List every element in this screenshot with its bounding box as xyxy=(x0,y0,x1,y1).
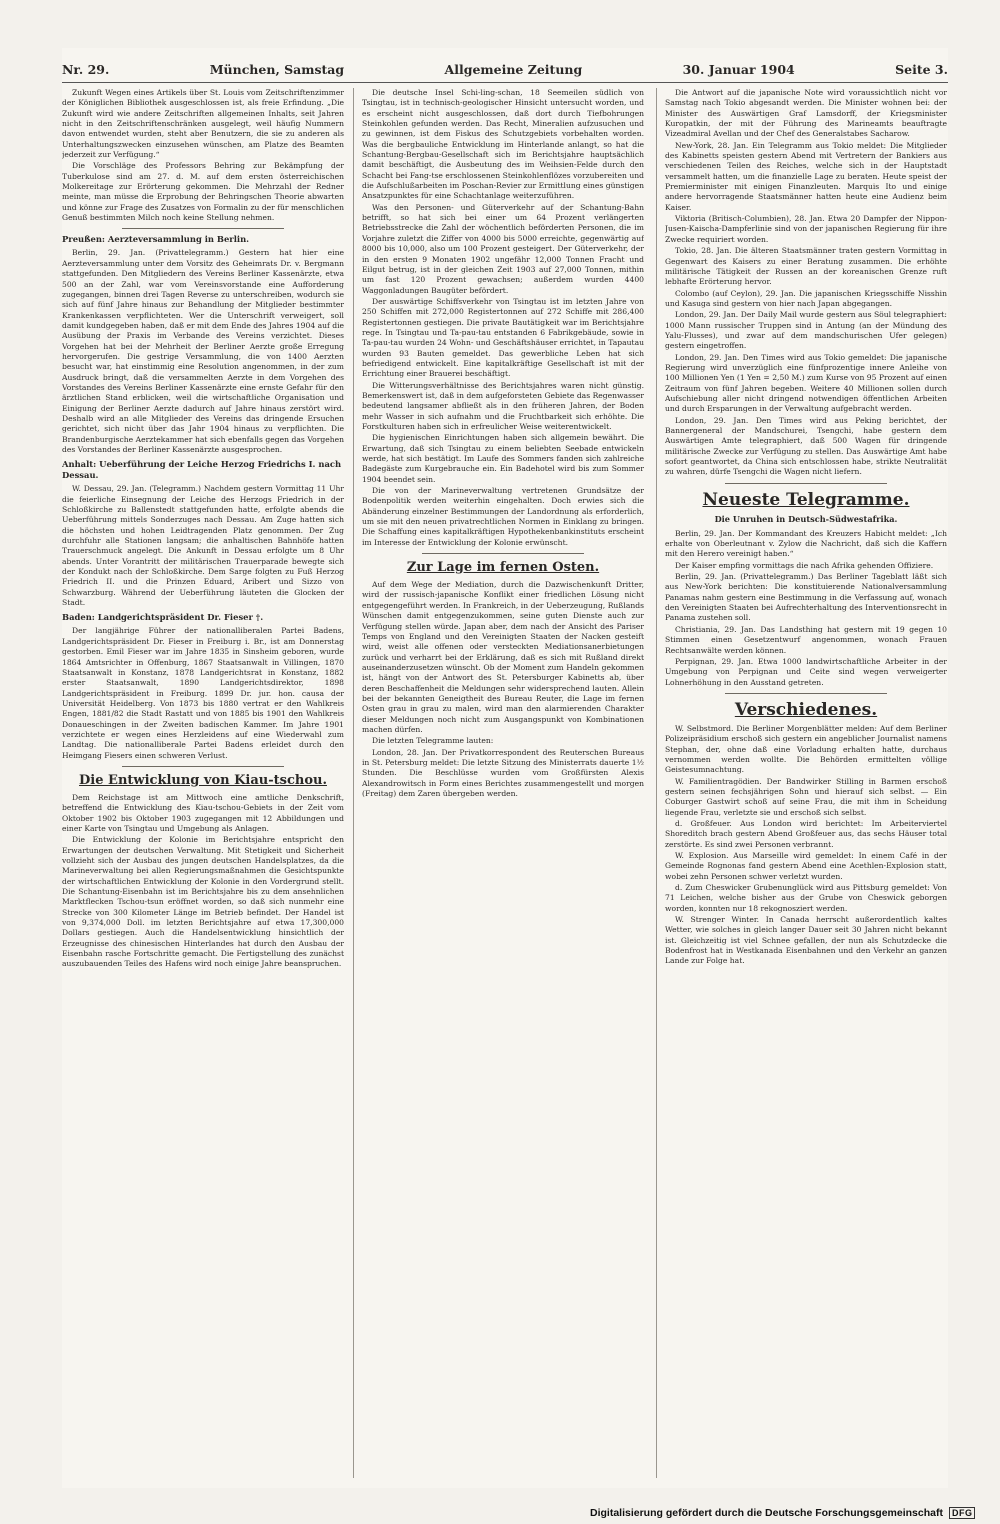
article-paragraph: Die von der Marineverwaltung vertretenen Grundsätze der Bodenpolitik werden weiterhin eingehalten. Doch erwies sich die Abänderung einzelner Bestimmungen der Landordnung als erforderlich, um sie mit den neuen privatrechtlichen Normen in Einklang zu bringen. Die Schaffung eines kapitalkräftigen Hypothekenbankinstituts erscheint im Interesse der Entwicklung der Kolonie erwünscht. xyxy=(362,486,644,547)
divider-rule xyxy=(725,693,887,694)
article-paragraph: d. Zum Cheswicker Grubenunglück wird aus Pittsburg gemeldet: Von 71 Leichen, welche bisher aus der Grube von Cheswick geborgen worden, konnten nur 18 rekognosziert werden. xyxy=(665,883,947,913)
article-paragraph: W. Dessau, 29. Jan. (Telegramm.) Nachdem gestern Vormittag 11 Uhr die feierliche Einsegnung der Leiche des Herzogs Friedrich in der Schloßkirche zu Ballenstedt stattgefunden hatte, erfolgte abends die Ueberführung mittels Sonderzuges nach Dessau. Am Zuge hatten sich die höchsten und hohen Leidtragenden Platz genommen. Der Zug durchfuhr alle Stationen langsam; die anhaltischen Bahnhöfe hatten Trauerschmuck angelegt. Die Ankunft in Dessau erfolgte um 8 Uhr abends. Unter Vorantritt der militärischen Trauerparade bewegte sich der Kondukt nach der Schloßkirche. Dem Sarge folgten zu Fuß Herzog Friedrich II. und die Prinzen Eduard, Aribert und Sizzo von Schwarzburg. Während der Ueberführung läuteten die Glocken der Stadt. xyxy=(62,484,344,608)
article-paragraph: Die letzten Telegramme lauten: xyxy=(372,736,494,746)
place-day: München, Samstag xyxy=(209,61,345,77)
column-divider xyxy=(353,88,354,1478)
article-paragraph: London, 28. Jan. Der Privatkorrespondent des Reuterschen Bureaus in St. Petersburg meldet: Die letzte Sitzung des Ministerrats dauerte 1½ Stunden. Die Beschlüsse wurden vom Großfürsten Alexis Alexandrowitsch in Form eines Berichtes zusammengestellt und morgen (Freitag) dem Zaren übergeben werden. xyxy=(362,747,644,798)
column-left xyxy=(62,88,344,1478)
column-middle xyxy=(362,88,644,1478)
article-headline: Zur Lage im fernen Osten. xyxy=(406,560,600,576)
article-paragraph: Der auswärtige Schiffsverkehr von Tsingtau ist im letzten Jahre von 250 Schiffen mit 272,000 Registertonnen auf 272 Schiffe mit 286,400 Registertonnen gestiegen. Die private Bautätigkeit war im Berichtsjahre rege. In Tsingtau und Ta-pau-tau entstanden 6 Fabrikgebäude, sowie in Ta-pau-tau wurden 24 Wohn- und Geschäftshäuser errichtet, in Tapautau wurden 93 Bauten gemeldet. Das gewerbliche Leben hat sich befriedigend entwickelt. Eine kapitalkräftige Gesellschaft ist mit der Errichtung einer Brauerei beschäftigt. xyxy=(362,296,644,379)
article-paragraph: New-York, 28. Jan. Ein Telegramm aus Tokio meldet: Die Mitglieder des Kabinetts speisten gestern Abend mit Vertretern der Bankiers aus verschiedenen Teilen des Reiches, welche sich in der Hauptstadt versammelt hatten, um die finanzielle Lage zu beraten. Heute speist der Premierminister mit einigen Finanzleuten. Marquis Ito und einige andere hervorragende Staatsmänner hatten heute eine Audienz beim Kaiser. xyxy=(665,140,947,212)
section-heading: Anhalt: Ueberführung der Leiche Herzog Friedrichs I. nach Dessau. xyxy=(62,459,342,481)
digitization-credit xyxy=(590,1506,990,1520)
article-paragraph: Berlin, 29. Jan. (Privattelegramm.) Das Berliner Tageblatt läßt sich aus New-York berichten: Die konstituierende Nationalversammlung Panamas nahm gestern eine Bestimmung in die Verfassung auf, wonach den Vereinigten Staaten bei Aufrechterhaltung des Interventionsrecht in Panama zustehen soll. xyxy=(665,572,947,623)
divider-rule xyxy=(725,483,887,484)
article-paragraph: Was den Personen- und Güterverkehr auf der Schantung-Bahn betrifft, so hat sich bei einer um 64 Prozent verlängerten Betriebsstrecke die Zahl der wöchentlich beförderten Personen, die im Vorjahre zuletzt die Ziffer von 4000 bis 5000 erreichte, gegenwärtig auf 8000 bis 10,000, also um 100 Prozent gesteigert. Der Güterverkehr, der in den ersten 9 Monaten 1902 ungefähr 12,000 Tonnen Fracht und Eilgut betrug, ist in der gleichen Zeit 1903 auf 27,000 Tonnen, mithin um fast 120 Prozent gewachsen; außerdem wurden 4400 Waggonladungen Baugüter befördert. xyxy=(362,202,644,295)
section-heading: Baden: Landgerichtspräsident Dr. Fieser †. xyxy=(62,612,264,623)
article-paragraph: W. Strenger Winter. In Canada herrscht außerordentlich kaltes Wetter, wie solches in gleich langer Dauer seit 30 Jahren nicht bekannt ist. Gleichzeitig ist viel Schnee gefallen, der nun als Schutzdecke die Bodenfrost hat in Westkanada Eisenbahnen und den Verkehr an ganzen Lande zur Folge hat. xyxy=(665,915,947,966)
article-paragraph: London, 29. Jan. Der Daily Mail wurde gestern aus Söul telegraphiert: 1000 Mann russischer Truppen sind in Antung (an der Mündung des Yalu-Flusses), und zwar auf dem mandschurischen Ufer gelegen) gestern eingetroffen. xyxy=(665,310,947,351)
paper-title: Allgemeine Zeitung xyxy=(444,61,583,77)
article-headline: Verschiedenes. xyxy=(734,699,878,720)
column-right xyxy=(665,88,947,1478)
article-paragraph: Die Vorschläge des Professors Behring zur Bekämpfung der Tuberkulose sind am 27. d. M. auf dem ersten österreichischen Molkereitage zur Erörterung gekommen. Die Mehrzahl der Redner meinte, man müsse die Erprobung der Behringschen Theorie abwarten und könne zur Frage des Zusatzes von Formalin zu der für menschlichen Genuß bestimmten Milch noch keine Stellung nehmen. xyxy=(62,161,344,223)
credit-text: Digitalisierung gefördert durch die Deutsche Forschungsgemeinschaft xyxy=(590,1507,943,1519)
article-headline: Neueste Telegramme. xyxy=(702,489,910,510)
article-paragraph: London, 29. Jan. Den Times wird aus Tokio gemeldet: Die japanische Regierung wird unverzüglich eine fünfprozentige innere Anleihe von 100 Millionen Yen (1 Yen = 2,50 M.) zum Kurse von 95 Prozent auf einen Zeitraum von fünf Jahren begeben. Weitere 40 Millionen sollen durch Aufschiebung aller nicht dringend notwendigen öffentlichen Arbeiten und durch Ersparungen in der Verwaltung aufgebracht werden. xyxy=(665,352,947,414)
article-paragraph: Zukunft Wegen eines Artikels über St. Louis vom Zeitschriftenzimmer der Königlichen Bibliothek ausgeschlossen ist, als freie Erfindung. „Die Zukunft wird wie andere Zeitschriften allgemeinen Inhalts, seit Jahren nicht in den Zeitschriftenschränken ausgelegt, weil häufig Nummern davon entwendet wurden, steht aber Benutzern, die sie zu anderen als Unterhaltungszwecken einzusehen wünschen, am Platze des Beamten jederzeit zur Verfügung.“ xyxy=(62,88,344,160)
article-paragraph: Viktoria (Britisch-Columbien), 28. Jan. Etwa 20 Dampfer der Nippon-Jusen-Kaischa-Dampferlinie sind von der japanischen Regierung für ihre Zwecke requiriert worden. xyxy=(665,214,947,244)
article-paragraph: Berlin, 29. Jan. Der Kommandant des Kreuzers Habicht meldet: „Ich erhalte von Oberleutnant v. Zylow die Nachricht, daß sich die Kaffern mit den Herero vereinigt haben.“ xyxy=(665,528,947,559)
issue-date: 30. Januar 1904 xyxy=(682,61,795,77)
article-paragraph: Christiania, 29. Jan. Das Landsthing hat gestern mit 19 gegen 10 Stimmen einen Gesetzentwurf angenommen, wonach Frauen Rechtsanwälte werden können. xyxy=(665,624,947,655)
article-paragraph: Auf dem Wege der Mediation, durch die Dazwischenkunft Dritter, wird der russisch-japanische Konflikt einer friedlichen Lösung nicht entgegengeführt werden. In Frankreich, in der Ueberzeugung, Rußlands Wünschen damit entgegenzukommen, seine guten Dienste auch zur Verfügung stellen würde. Japan aber, dem nach der Ansicht des Pariser Temps von England und den Vereinigten Staaten der Nacken gesteift wird, weist alle offenen oder versteckten Mediationsanerbietungen zurück und verharrt bei der Erklärung, daß es sich mit Rußland direkt auseinanderzusetzen wünscht. Ob der Moment zum Handeln gekommen ist, hängt von der Antwort des St. Petersburger Kabinetts ab, über deren Beschaffenheit die Meldungen sehr widersprechend lauten. Allein bei der bekannten Geneigtheit des Bureau Reuter, die Lage im fernen Osten grau in grau zu malen, wird man den alarmierenden Charakter dieser Meldungen noch nicht zum Ausgangspunkt von Kombinationen machen dürfen. xyxy=(362,580,644,734)
dfg-logo-icon: DFG xyxy=(949,1507,976,1519)
article-paragraph: Die Entwicklung der Kolonie im Berichtsjahre entspricht den Erwartungen der deutschen Verwaltung. Mit Stetigkeit und Sicherheit vollzieht sich der Ausbau des jungen deutschen Handelsplatzes, da die Marineverwaltung bei allen Regierungsmaßnahmen die Gesichtspunkte der wirtschaftlichen Entwicklung der Kolonie in den Vordergrund stellt. Die Schantung-Eisenbahn ist im Berichtsjahre bis zu dem ansehnlichen Marktflecken Tschou-tsun eröffnet worden, so daß sich nunmehr eine Strecke von 300 Kilometer Länge im Betrieb befindet. Der Handel ist von 9,374,000 Doll. im letzten Berichtsjahre auf etwa 17,300,000 Dollars gestiegen. Auch die Handelsentwicklung hinsichtlich der Erzeugnisse des chinesischen Hinterlandes hat durch den Ausbau der Eisenbahn rasche Fortschritte gemacht. Die Fertigstellung des zunächst auszubauenden Teiles des Hafens wird noch einige Jahre beanspruchen. xyxy=(62,835,344,969)
newspaper-page xyxy=(62,48,948,1488)
article-headline: Die Entwicklung von Kiau-tschou. xyxy=(79,772,327,788)
header-rule xyxy=(62,82,948,83)
divider-rule xyxy=(122,228,284,229)
article-paragraph: Der langjährige Führer der nationalliberalen Partei Badens, Landgerichtspräsident Dr. Fieser in Freiburg i. Br., ist am Donnerstag gestorben. Emil Fieser war im Jahre 1835 in Sinsheim geboren, wurde 1864 Amtsrichter in Offenburg, 1867 Staatsanwalt in Villingen, 1870 Staatsanwalt in Konstanz, 1878 Landgerichtsrat in Konstanz, 1882 erster Staatsanwalt, 1890 Landgerichtsdirektor, 1898 Landgerichtspräsident in Freiburg. 1899 Dr. jur. hon. causa der Universität Heidelberg. Von 1873 bis 1880 vertrat er den Wahlkreis Engen, 1881/82 die Stadt Rastatt und von 1885 bis 1901 den Wahlkreis Donaueschingen in der Zweiten badischen Kammer. Im Jahre 1901 verzichtete er wegen eines Herzleidens auf eine Wiederwahl zum Landtag. Die nationalliberale Partei Badens erleidet durch den Heimgang Fiesers einen schweren Verlust. xyxy=(62,626,344,760)
article-paragraph: Der Kaiser empfing vormittags die nach Afrika gehenden Offiziere. xyxy=(675,560,934,570)
article-paragraph: Die hygienischen Einrichtungen haben sich allgemein bewährt. Die Erwartung, daß sich Tsingtau zu einem beliebten Seebade entwickeln werde, hat sich bestätigt. Im Laufe des Sommers fanden sich zahlreiche Badegäste zum Kurgebrauche ein. Ein Badehotel wird bis zum Sommer 1904 beendet sein. xyxy=(362,433,644,484)
article-paragraph: Die deutsche Insel Schi-ling-schan, 18 Seemeilen südlich von Tsingtau, ist in technisch-geologischer Hinsicht untersucht worden, und es erscheint nicht ausgeschlossen, daß dort durch Tiefbohrungen Steinkohlen gefunden werden. Das Recht, Mineralien aufzusuchen und zu gewinnen, ist dem Fiskus des Schutzgebiets vorbehalten worden. Was die bergbauliche Entwicklung im Hinterlande anlangt, so hat die Schantung-Bergbau-Gesellschaft sich im Berichtsjahre hauptsächlich damit beschäftigt, die Ausbeutung des im Weihsien-Felde durch den Schacht bei Fang-tse erschlossenen Steinkohlenflözes vorzubereiten und die Aufschlußarbeiten im Poschan-Revier zur Ermittlung eines günstigen Ansatzpunktes für eine Schachtanlage weiterzuführen. xyxy=(362,88,644,201)
article-paragraph: W. Selbstmord. Die Berliner Morgenblätter melden: Auf dem Berliner Polizeipräsidium erschoß sich gestern ein angeblicher Journalist namens Stephan, der, ohne daß eine Vorladung erhalten hatte, durchaus vernommen werden wollte. Die Behörden ermittelten völlige Geistesumnachtung. xyxy=(665,723,947,775)
article-paragraph: d. Großfeuer. Aus London wird berichtet: Im Arbeiterviertel Shoreditch brach gestern Abend Großfeuer aus, das sechs Häuser total zerstörte. Es sind zwei Personen verbrannt. xyxy=(665,818,947,849)
column-divider xyxy=(656,88,657,1478)
article-paragraph: Perpignan, 29. Jan. Etwa 1000 landwirtschaftliche Arbeiter in der Umgebung von Perpignan und Ceite sind wegen verweigerter Lohnerhöhung in den Ausstand getreten. xyxy=(665,656,947,687)
article-paragraph: London, 29. Jan. Den Times wird aus Peking berichtet, der Bannergeneral der Mandschurei, Tsengchi, habe gestern dem Auswärtigen Amte telegraphiert, daß 500 Wagen für dringende militärische Zwecke zur Verfügung zu stellen. Das Auswärtige Amt habe sofort geantwortet, da China sich entschlossen habe, strikte Neutralität zu wahren, dürfe Tsengchi die Wagen nicht liefern. xyxy=(665,415,947,477)
article-paragraph: Colombo (auf Ceylon), 29. Jan. Die japanischen Kriegsschiffe Nisshin und Kasuga sind gestern von hier nach Japan abgegangen. xyxy=(665,288,947,308)
article-paragraph: W. Familientragödien. Der Bandwirker Stilling in Barmen erschoß gestern seinen fechsjährigen Sohn und hierauf sich selbst. — Ein Coburger Gastwirt schoß auf seine Frau, die mit ihm in Scheidung liegende Frau, verletzte sie und erschoß sich selbst. xyxy=(665,776,947,817)
section-heading: Preußen: Aerzteversammlung in Berlin. xyxy=(62,234,250,245)
divider-rule xyxy=(422,553,584,554)
section-subheading: Die Unruhen in Deutsch-Südwestafrika. xyxy=(714,513,898,524)
issue-number: Nr. 29. xyxy=(62,61,110,77)
page-header xyxy=(62,58,948,80)
article-paragraph: Die Witterungsverhältnisse des Berichtsjahres waren nicht günstig. Bemerkenswert ist, daß in dem aufgeforsteten Gebiete das Regenwasser bedeutend langsamer abfließt als in den früheren Jahren, der Boden mehr Wasser in sich aufnahm und die Fruchtbarkeit sich erhöhte. Die Forstkulturen haben sich in erfreulicher Weise weiterentwickelt. xyxy=(362,380,644,431)
article-paragraph: Tokio, 28. Jan. Die älteren Staatsmänner traten gestern Vormittag in Gegenwart des Kaisers zu einer Beratung zusammen. Die erhöhte militärische Tätigkeit der Russen an der koreanischen Grenze ruft lebhafte Erörterung hervor. xyxy=(665,246,947,287)
article-paragraph: Dem Reichstage ist am Mittwoch eine amtliche Denkschrift, betreffend die Entwicklung des Kiau-tschou-Gebiets in der Zeit vom Oktober 1902 bis Oktober 1903 zugegangen mit 12 Abbildungen und einer Karte von Tsingtau und Umgebung als Anlagen. xyxy=(62,792,344,833)
page-number: Seite 3. xyxy=(895,61,948,77)
article-paragraph: W. Explosion. Aus Marseille wird gemeldet: In einem Café in der Gemeinde Rognonas fand gestern Abend eine Acethlen-Explosion statt, wobei zehn Personen schwer verletzt wurden. xyxy=(665,851,947,881)
divider-rule xyxy=(122,766,284,767)
article-paragraph: Die Antwort auf die japanische Note wird voraussichtlich nicht vor Samstag nach Tokio abgesandt werden. Die Minister wohnen bei: der Minister des Auswärtigen Graf Lamsdorff, der Kriegsminister Kuropatkin, der mit der Führung des Marineamts beauftragte Vizeadmiral Avellan und der Chef des Generalstabes Sacharow. xyxy=(665,88,947,139)
article-paragraph: Berlin, 29. Jan. (Privattelegramm.) Gestern hat hier eine Aerzteversammlung unter dem Vorsitz des Geheimrats Dr. v. Bergmann stattgefunden. Den Mitgliedern des Vereins Berliner Kassenärzte, etwa 500 an der Zahl, war vom Vereinsvorstande eine Aufforderung zugegangen, binnen drei Tagen Reverse zu unterschreiben, wodurch sie sich auf fünf Jahre hinaus zur Behandlung der Mitglieder bestimmter Krankenkassen verpflichteten. Wer die Unterschrift verweigert, soll damit kundgegeben haben, daß er mit dem Ende des Jahres 1904 auf die Ausübung der Praxis im Verbande des Vereins verzichtet. Dieses Vorgehen hat bei der Mehrheit der Berliner Aerzte große Erregung hervorgerufen. Die gestrige Versammlung, die von 1400 Aerzten besucht war, hat einstimmig eine Resolution angenommen, in der zum Ausdruck bringt, daß die versammelten Aerzte in dem Vorgehen des Vorstandes des Vereins Berliner Kassenärzte eine ernste Gefahr für den ärztlichen Stand erblicken, weil die wirtschaftliche Organisation und Einigung der Berliner Aerzte dadurch auf Jahre hinaus zerstört wird. Deshalb wird an alle Mitglieder des Vereins das dringende Ersuchen gerichtet, sich nicht über das Jahr 1904 hinaus zu verpflichten. Die Brandenburgische Aerztekammer hat sich ebenfalls gegen das Vorgehen des Vorstandes der Berliner Kassenärzte ausgesprochen. xyxy=(62,248,344,454)
